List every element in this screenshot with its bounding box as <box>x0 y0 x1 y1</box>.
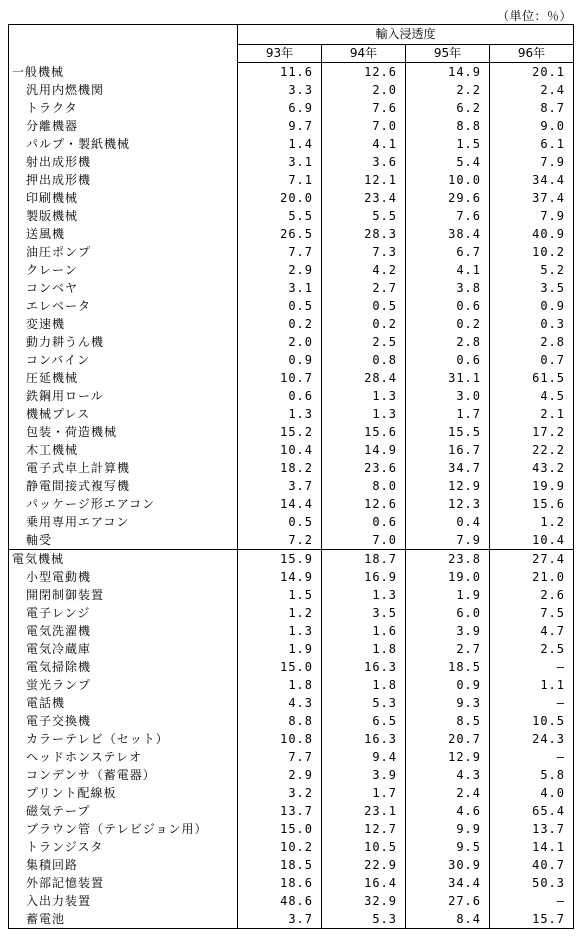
item-name: カラーテレビ（セット） <box>9 730 238 748</box>
item-name: 軸受 <box>9 531 238 550</box>
value-cell: 4.5 <box>490 387 574 405</box>
value-cell: 10.2 <box>490 243 574 261</box>
value-cell: 2.9 <box>238 261 322 279</box>
value-cell: 1.7 <box>322 784 406 802</box>
value-cell: 2.4 <box>406 784 490 802</box>
value-cell: 30.9 <box>406 856 490 874</box>
value-cell: 7.7 <box>238 243 322 261</box>
value-cell: 15.2 <box>238 423 322 441</box>
value-cell: 7.1 <box>238 171 322 189</box>
item-name: 木工機械 <box>9 441 238 459</box>
value-cell: 10.5 <box>490 712 574 730</box>
value-cell: 6.7 <box>406 243 490 261</box>
table-row <box>9 315 574 333</box>
value-cell: 2.5 <box>322 333 406 351</box>
table-row <box>9 874 574 892</box>
item-name: ブラウン管（テレビジョン用） <box>9 820 238 838</box>
value-cell: 3.2 <box>238 784 322 802</box>
value-cell: 31.1 <box>406 369 490 387</box>
value-cell: 20.0 <box>238 189 322 207</box>
value-cell: 12.9 <box>406 748 490 766</box>
category-row <box>9 550 574 569</box>
value-cell: 10.2 <box>238 838 322 856</box>
item-name: 動力耕うん機 <box>9 333 238 351</box>
table-row <box>9 604 574 622</box>
value-cell: 4.3 <box>406 766 490 784</box>
item-name: 製版機械 <box>9 207 238 225</box>
value-cell: 23.1 <box>322 802 406 820</box>
table-row <box>9 261 574 279</box>
value-cell: 15.9 <box>238 550 322 569</box>
table-row <box>9 225 574 243</box>
value-cell: 13.7 <box>238 802 322 820</box>
item-name: 開閉制御装置 <box>9 586 238 604</box>
item-name: 入出力装置 <box>9 892 238 910</box>
value-cell: 5.3 <box>322 694 406 712</box>
value-cell: 4.0 <box>490 784 574 802</box>
value-cell: 5.3 <box>322 910 406 929</box>
item-name: 小型電動機 <box>9 568 238 586</box>
value-cell: 0.4 <box>406 513 490 531</box>
year-header: 95年 <box>406 45 490 63</box>
item-name: 磁気テープ <box>9 802 238 820</box>
value-cell: ― <box>490 658 574 676</box>
value-cell: 3.8 <box>406 279 490 297</box>
value-cell: 5.5 <box>322 207 406 225</box>
value-cell: 3.7 <box>238 910 322 929</box>
value-cell: 26.5 <box>238 225 322 243</box>
value-cell: 40.9 <box>490 225 574 243</box>
value-cell: 1.7 <box>406 405 490 423</box>
table-row <box>9 117 574 135</box>
value-cell: 7.6 <box>322 99 406 117</box>
value-cell: 3.1 <box>238 153 322 171</box>
value-cell: 14.4 <box>238 495 322 513</box>
value-cell: 8.8 <box>406 117 490 135</box>
value-cell: 2.7 <box>322 279 406 297</box>
item-name: 電子レンジ <box>9 604 238 622</box>
item-name: 静電間接式複写機 <box>9 477 238 495</box>
value-cell: 1.3 <box>238 405 322 423</box>
value-cell: 1.2 <box>238 604 322 622</box>
item-name: 印刷機械 <box>9 189 238 207</box>
value-cell: 18.6 <box>238 874 322 892</box>
value-cell: 6.2 <box>406 99 490 117</box>
value-cell: 10.7 <box>238 369 322 387</box>
value-cell: 1.3 <box>238 622 322 640</box>
item-name: 電気掃除機 <box>9 658 238 676</box>
value-cell: 12.9 <box>406 477 490 495</box>
value-cell: 10.5 <box>322 838 406 856</box>
value-cell: 7.6 <box>406 207 490 225</box>
value-cell: 1.5 <box>406 135 490 153</box>
value-cell: 9.9 <box>406 820 490 838</box>
year-header: 96年 <box>490 45 574 63</box>
item-name: 蛍光ランプ <box>9 676 238 694</box>
table-row <box>9 207 574 225</box>
import-penetration-table <box>8 24 574 929</box>
item-name: プリント配線板 <box>9 784 238 802</box>
table-row <box>9 135 574 153</box>
value-cell: 2.8 <box>406 333 490 351</box>
value-cell: 0.5 <box>322 297 406 315</box>
value-cell: 8.7 <box>490 99 574 117</box>
item-header-cell <box>9 25 238 63</box>
table-row <box>9 568 574 586</box>
value-cell: 1.8 <box>238 676 322 694</box>
value-cell: 1.3 <box>322 405 406 423</box>
value-cell: 7.0 <box>322 531 406 550</box>
value-cell: 20.7 <box>406 730 490 748</box>
value-cell: 2.0 <box>238 333 322 351</box>
item-name: 汎用内燃機関 <box>9 81 238 99</box>
value-cell: 14.9 <box>322 441 406 459</box>
value-cell: 3.9 <box>406 622 490 640</box>
value-cell: 37.4 <box>490 189 574 207</box>
value-cell: 15.0 <box>238 820 322 838</box>
table-row <box>9 513 574 531</box>
category-name: 一般機械 <box>9 63 238 82</box>
value-cell: 7.9 <box>406 531 490 550</box>
table-row <box>9 586 574 604</box>
value-cell: 28.3 <box>322 225 406 243</box>
item-name: 分離機器 <box>9 117 238 135</box>
value-cell: 16.9 <box>322 568 406 586</box>
value-cell: 9.4 <box>322 748 406 766</box>
item-name: 電子交換機 <box>9 712 238 730</box>
value-cell: 1.3 <box>322 387 406 405</box>
value-cell: 2.5 <box>490 640 574 658</box>
value-cell: 10.8 <box>238 730 322 748</box>
value-cell: 3.3 <box>238 81 322 99</box>
item-name: パッケージ形エアコン <box>9 495 238 513</box>
value-cell: 8.0 <box>322 477 406 495</box>
value-cell: 13.7 <box>490 820 574 838</box>
value-cell: 1.2 <box>490 513 574 531</box>
value-cell: 16.4 <box>322 874 406 892</box>
table-row <box>9 387 574 405</box>
value-cell: 7.3 <box>322 243 406 261</box>
value-cell: 0.8 <box>322 351 406 369</box>
table-row <box>9 784 574 802</box>
value-cell: 14.9 <box>406 63 490 82</box>
value-cell: 9.3 <box>406 694 490 712</box>
value-cell: 16.3 <box>322 730 406 748</box>
value-cell: 10.4 <box>490 531 574 550</box>
table-row <box>9 171 574 189</box>
item-name: 包装・荷造機械 <box>9 423 238 441</box>
item-name: クレーン <box>9 261 238 279</box>
table-row <box>9 658 574 676</box>
value-cell: 16.7 <box>406 441 490 459</box>
group-header: 輸入浸透度 <box>238 25 574 45</box>
value-cell: 27.6 <box>406 892 490 910</box>
item-name: 射出成形機 <box>9 153 238 171</box>
value-cell: ― <box>490 748 574 766</box>
table-row <box>9 279 574 297</box>
value-cell: 43.2 <box>490 459 574 477</box>
value-cell: 8.5 <box>406 712 490 730</box>
table-row <box>9 189 574 207</box>
table-row <box>9 910 574 929</box>
table-row <box>9 333 574 351</box>
value-cell: 3.7 <box>238 477 322 495</box>
value-cell: 8.4 <box>406 910 490 929</box>
value-cell: 0.2 <box>238 315 322 333</box>
value-cell: 7.9 <box>490 207 574 225</box>
value-cell: 16.3 <box>322 658 406 676</box>
value-cell: 65.4 <box>490 802 574 820</box>
item-name: 送風機 <box>9 225 238 243</box>
value-cell: 18.5 <box>406 658 490 676</box>
item-name: 電気洗濯機 <box>9 622 238 640</box>
value-cell: 5.4 <box>406 153 490 171</box>
value-cell: 0.7 <box>490 351 574 369</box>
value-cell: 18.5 <box>238 856 322 874</box>
item-name: 圧延機械 <box>9 369 238 387</box>
item-name: ヘッドホンステレオ <box>9 748 238 766</box>
value-cell: 7.9 <box>490 153 574 171</box>
item-name: 電子式卓上計算機 <box>9 459 238 477</box>
value-cell: 3.1 <box>238 279 322 297</box>
value-cell: 32.9 <box>322 892 406 910</box>
value-cell: 4.3 <box>238 694 322 712</box>
value-cell: 2.7 <box>406 640 490 658</box>
value-cell: 19.9 <box>490 477 574 495</box>
item-name: 変速機 <box>9 315 238 333</box>
table-row <box>9 477 574 495</box>
value-cell: 4.1 <box>406 261 490 279</box>
value-cell: 5.5 <box>238 207 322 225</box>
value-cell: 7.0 <box>322 117 406 135</box>
value-cell: 6.9 <box>238 99 322 117</box>
value-cell: ― <box>490 892 574 910</box>
value-cell: 3.6 <box>322 153 406 171</box>
value-cell: 29.6 <box>406 189 490 207</box>
value-cell: 2.1 <box>490 405 574 423</box>
value-cell: 4.2 <box>322 261 406 279</box>
value-cell: 7.5 <box>490 604 574 622</box>
value-cell: 7.2 <box>238 531 322 550</box>
value-cell: 38.4 <box>406 225 490 243</box>
category-row <box>9 63 574 82</box>
item-name: 乗用専用エアコン <box>9 513 238 531</box>
value-cell: 50.3 <box>490 874 574 892</box>
value-cell: 9.5 <box>406 838 490 856</box>
value-cell: 18.7 <box>322 550 406 569</box>
value-cell: 4.7 <box>490 622 574 640</box>
value-cell: 61.5 <box>490 369 574 387</box>
value-cell: 23.4 <box>322 189 406 207</box>
value-cell: 12.1 <box>322 171 406 189</box>
value-cell: 10.0 <box>406 171 490 189</box>
category-name: 電気機械 <box>9 550 238 569</box>
value-cell: 18.2 <box>238 459 322 477</box>
value-cell: 1.8 <box>322 676 406 694</box>
table-row <box>9 820 574 838</box>
value-cell: 34.4 <box>490 171 574 189</box>
table-row <box>9 459 574 477</box>
value-cell: 9.7 <box>238 117 322 135</box>
value-cell: 1.3 <box>322 586 406 604</box>
value-cell: 23.8 <box>406 550 490 569</box>
table-row <box>9 802 574 820</box>
item-name: 電気冷蔵庫 <box>9 640 238 658</box>
item-name: トラクタ <box>9 99 238 117</box>
value-cell: 15.0 <box>238 658 322 676</box>
value-cell: 1.1 <box>490 676 574 694</box>
value-cell: 40.7 <box>490 856 574 874</box>
table-row <box>9 892 574 910</box>
value-cell: 2.2 <box>406 81 490 99</box>
table-row <box>9 81 574 99</box>
value-cell: 48.6 <box>238 892 322 910</box>
table-row <box>9 748 574 766</box>
value-cell: 0.9 <box>490 297 574 315</box>
year-header: 94年 <box>322 45 406 63</box>
value-cell: 12.6 <box>322 495 406 513</box>
value-cell: 1.5 <box>238 586 322 604</box>
table-row <box>9 243 574 261</box>
item-name: パルプ・製紙機械 <box>9 135 238 153</box>
table-row <box>9 676 574 694</box>
value-cell: 2.8 <box>490 333 574 351</box>
value-cell: 1.9 <box>238 640 322 658</box>
value-cell: 17.2 <box>490 423 574 441</box>
value-cell: 2.4 <box>490 81 574 99</box>
value-cell: 2.9 <box>238 766 322 784</box>
value-cell: 11.6 <box>238 63 322 82</box>
table-row <box>9 694 574 712</box>
value-cell: 1.4 <box>238 135 322 153</box>
value-cell: 10.4 <box>238 441 322 459</box>
table-row <box>9 838 574 856</box>
table-row <box>9 369 574 387</box>
value-cell: 0.2 <box>406 315 490 333</box>
value-cell: 6.0 <box>406 604 490 622</box>
value-cell: 22.9 <box>322 856 406 874</box>
value-cell: 2.0 <box>322 81 406 99</box>
table-row <box>9 712 574 730</box>
value-cell: 0.9 <box>238 351 322 369</box>
value-cell: 15.6 <box>490 495 574 513</box>
table-row <box>9 766 574 784</box>
item-name: トランジスタ <box>9 838 238 856</box>
value-cell: 15.5 <box>406 423 490 441</box>
value-cell: ― <box>490 694 574 712</box>
item-name: 外部記憶装置 <box>9 874 238 892</box>
item-name: エレベータ <box>9 297 238 315</box>
value-cell: 0.5 <box>238 297 322 315</box>
value-cell: 12.3 <box>406 495 490 513</box>
value-cell: 2.6 <box>490 586 574 604</box>
year-header: 93年 <box>238 45 322 63</box>
value-cell: 6.5 <box>322 712 406 730</box>
value-cell: 14.1 <box>490 838 574 856</box>
item-name: コンベヤ <box>9 279 238 297</box>
value-cell: 15.7 <box>490 910 574 929</box>
value-cell: 12.7 <box>322 820 406 838</box>
value-cell: 19.0 <box>406 568 490 586</box>
value-cell: 5.2 <box>490 261 574 279</box>
value-cell: 23.6 <box>322 459 406 477</box>
value-cell: 28.4 <box>322 369 406 387</box>
table-body <box>9 63 574 929</box>
value-cell: 20.1 <box>490 63 574 82</box>
value-cell: 0.2 <box>322 315 406 333</box>
item-name: 集積回路 <box>9 856 238 874</box>
value-cell: 3.0 <box>406 387 490 405</box>
value-cell: 0.9 <box>406 676 490 694</box>
table-row <box>9 99 574 117</box>
item-name: コンバイン <box>9 351 238 369</box>
value-cell: 0.3 <box>490 315 574 333</box>
value-cell: 8.8 <box>238 712 322 730</box>
value-cell: 27.4 <box>490 550 574 569</box>
value-cell: 9.0 <box>490 117 574 135</box>
table-row <box>9 495 574 513</box>
value-cell: 34.4 <box>406 874 490 892</box>
value-cell: 0.6 <box>406 351 490 369</box>
table-row <box>9 297 574 315</box>
value-cell: 3.5 <box>490 279 574 297</box>
value-cell: 21.0 <box>490 568 574 586</box>
value-cell: 22.2 <box>490 441 574 459</box>
value-cell: 6.1 <box>490 135 574 153</box>
value-cell: 4.6 <box>406 802 490 820</box>
item-name: 蓄電池 <box>9 910 238 929</box>
value-cell: 1.9 <box>406 586 490 604</box>
table-row <box>9 405 574 423</box>
table-row <box>9 730 574 748</box>
item-name: 鉄鋼用ロール <box>9 387 238 405</box>
table-row <box>9 856 574 874</box>
value-cell: 12.6 <box>322 63 406 82</box>
item-name: 押出成形機 <box>9 171 238 189</box>
value-cell: 0.5 <box>238 513 322 531</box>
value-cell: 3.9 <box>322 766 406 784</box>
value-cell: 34.7 <box>406 459 490 477</box>
value-cell: 7.7 <box>238 748 322 766</box>
item-name: 電話機 <box>9 694 238 712</box>
value-cell: 4.1 <box>322 135 406 153</box>
table-row <box>9 351 574 369</box>
value-cell: 14.9 <box>238 568 322 586</box>
table-row <box>9 153 574 171</box>
value-cell: 5.8 <box>490 766 574 784</box>
value-cell: 0.6 <box>238 387 322 405</box>
value-cell: 1.8 <box>322 640 406 658</box>
value-cell: 15.6 <box>322 423 406 441</box>
table-row <box>9 441 574 459</box>
table-row <box>9 640 574 658</box>
value-cell: 1.6 <box>322 622 406 640</box>
value-cell: 0.6 <box>322 513 406 531</box>
value-cell: 3.5 <box>322 604 406 622</box>
item-name: 油圧ポンプ <box>9 243 238 261</box>
table-row <box>9 531 574 550</box>
value-cell: 0.6 <box>406 297 490 315</box>
unit-note: （単位：％） <box>496 9 572 23</box>
item-name: 機械プレス <box>9 405 238 423</box>
item-name: コンデンサ（蓄電器） <box>9 766 238 784</box>
table-row <box>9 423 574 441</box>
table-row <box>9 622 574 640</box>
value-cell: 24.3 <box>490 730 574 748</box>
